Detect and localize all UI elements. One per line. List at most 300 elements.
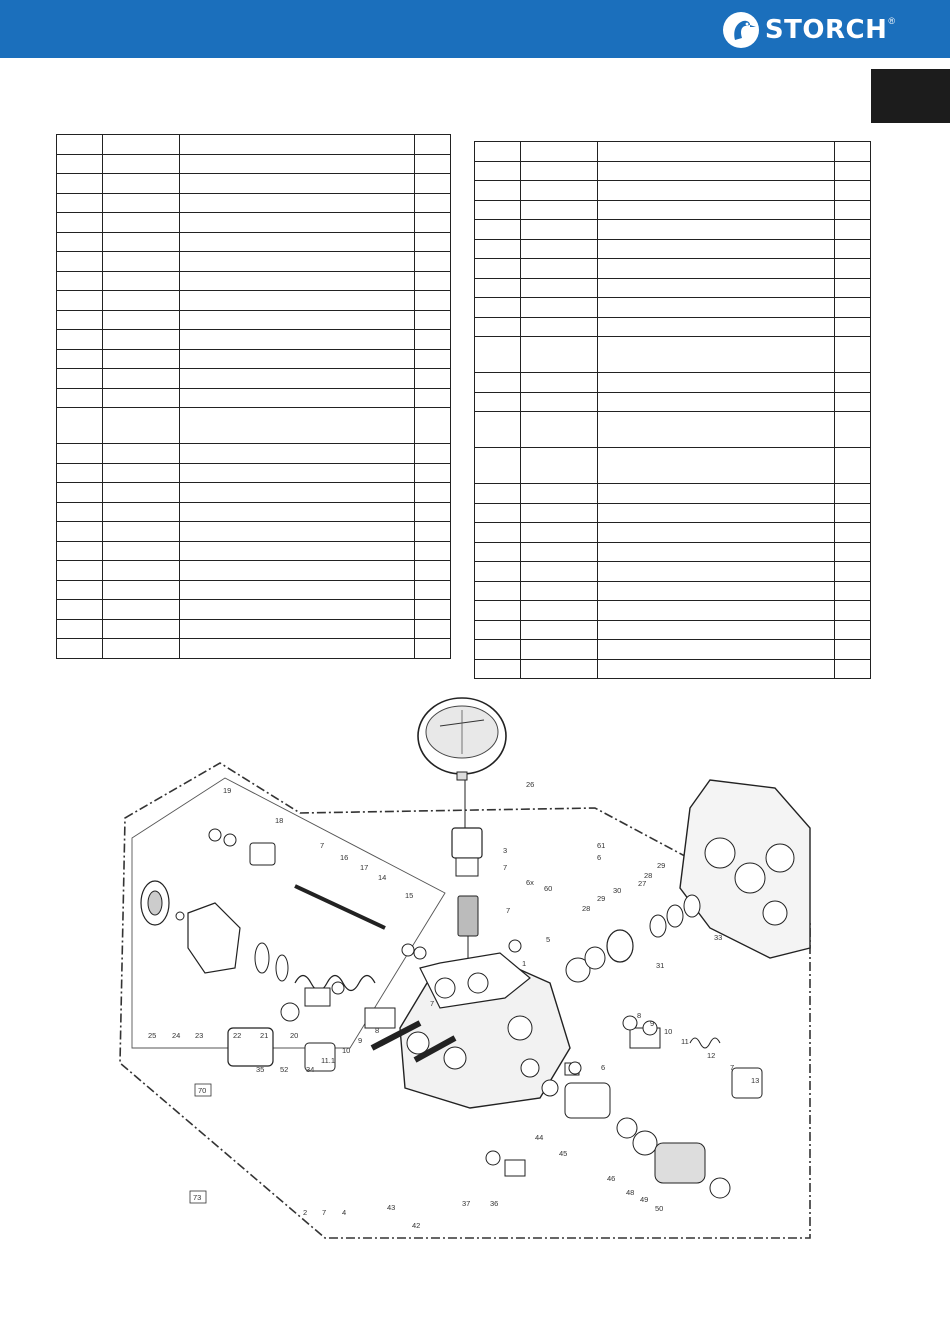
- table-row: [475, 200, 871, 220]
- table-cell: [103, 388, 180, 408]
- table-cell: [835, 581, 871, 601]
- table-cell: [475, 259, 521, 279]
- part-label: 9: [358, 1036, 363, 1045]
- table-cell: [415, 232, 451, 252]
- table-cell: [103, 213, 180, 233]
- table-cell: [57, 154, 103, 174]
- table-cell: [103, 310, 180, 330]
- table-cell: [521, 337, 598, 373]
- table-cell: [415, 135, 451, 155]
- table-cell: [475, 373, 521, 393]
- table-row: [475, 601, 871, 621]
- table-cell: [835, 392, 871, 412]
- table-cell: [415, 154, 451, 174]
- table-cell: [415, 310, 451, 330]
- table-row: [475, 181, 871, 201]
- part-label: 70: [198, 1086, 207, 1095]
- table-cell: [475, 581, 521, 601]
- exploded-pump-diagram: [110, 688, 830, 1248]
- table-cell: [57, 252, 103, 272]
- part-label: 18: [275, 816, 284, 825]
- table-row: [57, 349, 451, 369]
- part-label: 7: [503, 863, 508, 872]
- part-label: 6x: [526, 878, 534, 887]
- table-cell: [415, 252, 451, 272]
- part-label: 20: [290, 1031, 299, 1040]
- table-cell: [180, 388, 415, 408]
- part-label: 33: [714, 933, 723, 942]
- table-row: [57, 154, 451, 174]
- part-label: 13: [751, 1076, 760, 1085]
- part-label: 5: [546, 935, 551, 944]
- part-label: 46: [607, 1174, 616, 1183]
- table-cell: [598, 298, 835, 318]
- part-label: 29: [657, 861, 666, 870]
- table-cell: [475, 523, 521, 543]
- table-cell: [598, 142, 835, 162]
- part-label: 16: [340, 853, 349, 862]
- part-label: 19: [223, 786, 232, 795]
- table-row: [475, 523, 871, 543]
- table-cell: [180, 463, 415, 483]
- table-cell: [415, 330, 451, 350]
- table-cell: [57, 174, 103, 194]
- table-cell: [475, 562, 521, 582]
- table-cell: [57, 541, 103, 561]
- table-cell: [475, 200, 521, 220]
- table-cell: [180, 232, 415, 252]
- table-cell: [598, 317, 835, 337]
- table-cell: [103, 408, 180, 444]
- table-row: [475, 581, 871, 601]
- part-label: 23: [195, 1031, 204, 1040]
- part-label: 15: [405, 891, 414, 900]
- table-cell: [521, 239, 598, 259]
- table-cell: [415, 502, 451, 522]
- table-cell: [57, 213, 103, 233]
- table-row: [57, 463, 451, 483]
- table-cell: [521, 412, 598, 448]
- table-cell: [521, 601, 598, 621]
- table-cell: [835, 220, 871, 240]
- table-cell: [57, 580, 103, 600]
- part-label: 6: [597, 853, 602, 862]
- table-cell: [598, 259, 835, 279]
- header-bar: [0, 0, 950, 58]
- part-label: 22: [233, 1031, 242, 1040]
- table-cell: [57, 271, 103, 291]
- part-label: 12: [707, 1051, 716, 1060]
- table-cell: [415, 174, 451, 194]
- part-label: 11.1: [321, 1056, 336, 1065]
- table-cell: [475, 239, 521, 259]
- part-label: 34: [306, 1065, 315, 1074]
- table-cell: [475, 620, 521, 640]
- part-label: 21: [260, 1031, 269, 1040]
- table-cell: [103, 522, 180, 542]
- part-label: 8: [637, 1011, 642, 1020]
- table-cell: [521, 220, 598, 240]
- part-label: 24: [172, 1031, 181, 1040]
- part-label: 10: [342, 1046, 351, 1055]
- part-label: 73: [193, 1193, 202, 1202]
- table-cell: [598, 620, 835, 640]
- table-cell: [103, 271, 180, 291]
- table-row: [475, 484, 871, 504]
- table-cell: [103, 193, 180, 213]
- table-cell: [835, 239, 871, 259]
- table-row: [57, 232, 451, 252]
- table-row: [57, 483, 451, 503]
- table-cell: [835, 523, 871, 543]
- table-cell: [475, 542, 521, 562]
- part-label: 7: [322, 1208, 327, 1217]
- table-cell: [598, 239, 835, 259]
- part-label: 31: [656, 961, 665, 970]
- table-row: [475, 220, 871, 240]
- table-cell: [835, 337, 871, 373]
- unloader-parts: [141, 829, 426, 991]
- part-label: 1: [522, 959, 527, 968]
- table-row: [57, 561, 451, 581]
- table-row: [475, 562, 871, 582]
- table-row: [475, 542, 871, 562]
- table-cell: [103, 580, 180, 600]
- table-cell: [598, 161, 835, 181]
- table-cell: [103, 561, 180, 581]
- part-label: 30: [613, 886, 622, 895]
- table-cell: [835, 620, 871, 640]
- section-tab: [871, 69, 950, 123]
- pressure-gauge: [418, 698, 506, 828]
- table-row: [57, 330, 451, 350]
- table-cell: [521, 142, 598, 162]
- table-cell: [835, 601, 871, 621]
- table-cell: [598, 601, 835, 621]
- table-row: [475, 259, 871, 279]
- table-cell: [57, 483, 103, 503]
- table-row: [475, 239, 871, 259]
- table-cell: [475, 448, 521, 484]
- table-cell: [103, 369, 180, 389]
- table-row: [475, 278, 871, 298]
- table-cell: [835, 562, 871, 582]
- table-cell: [475, 278, 521, 298]
- table-cell: [103, 291, 180, 311]
- part-label: 8: [375, 1026, 380, 1035]
- table-row: [57, 174, 451, 194]
- table-row: [57, 619, 451, 639]
- table-cell: [521, 640, 598, 660]
- part-label: 7: [506, 906, 511, 915]
- table-row: [475, 640, 871, 660]
- stork-logo-icon: [723, 12, 759, 48]
- part-label: 48: [626, 1188, 635, 1197]
- part-label: 7: [430, 999, 435, 1008]
- table-cell: [415, 271, 451, 291]
- part-label: 45: [559, 1149, 568, 1158]
- table-cell: [180, 330, 415, 350]
- table-cell: [475, 220, 521, 240]
- part-label: 43: [387, 1203, 396, 1212]
- brand-name: STORCH: [764, 15, 888, 45]
- part-label: 36: [490, 1199, 499, 1208]
- table-cell: [57, 561, 103, 581]
- table-cell: [835, 503, 871, 523]
- table-row: [475, 298, 871, 318]
- table-cell: [103, 483, 180, 503]
- table-cell: [57, 135, 103, 155]
- table-cell: [415, 580, 451, 600]
- table-cell: [103, 600, 180, 620]
- part-label: 37: [462, 1199, 471, 1208]
- part-label: 61: [597, 841, 606, 850]
- table-row: [57, 271, 451, 291]
- table-cell: [598, 523, 835, 543]
- table-cell: [180, 349, 415, 369]
- table-row: [475, 620, 871, 640]
- table-cell: [598, 392, 835, 412]
- table-row: [475, 373, 871, 393]
- part-label: 6: [601, 1063, 606, 1072]
- table-cell: [835, 659, 871, 679]
- table-cell: [475, 317, 521, 337]
- table-cell: [521, 523, 598, 543]
- table-cell: [103, 463, 180, 483]
- table-cell: [521, 659, 598, 679]
- table-cell: [180, 580, 415, 600]
- table-cell: [475, 298, 521, 318]
- table-cell: [103, 252, 180, 272]
- table-row: [57, 502, 451, 522]
- table-cell: [521, 181, 598, 201]
- table-cell: [103, 135, 180, 155]
- table-cell: [475, 659, 521, 679]
- table-cell: [103, 541, 180, 561]
- table-row: [57, 310, 451, 330]
- table-cell: [103, 444, 180, 464]
- table-row: [57, 135, 451, 155]
- part-label: 60: [544, 884, 553, 893]
- table-cell: [415, 388, 451, 408]
- table-row: [57, 193, 451, 213]
- table-row: [57, 600, 451, 620]
- table-cell: [521, 317, 598, 337]
- table-cell: [57, 463, 103, 483]
- part-label: 10: [664, 1027, 673, 1036]
- table-cell: [103, 232, 180, 252]
- table-cell: [180, 310, 415, 330]
- table-cell: [835, 317, 871, 337]
- brand-logo: [723, 10, 895, 50]
- part-label: 26: [526, 780, 535, 789]
- part-label: 7: [730, 1063, 735, 1072]
- part-label: 50: [655, 1204, 664, 1213]
- part-label: 3: [503, 846, 508, 855]
- table-cell: [598, 659, 835, 679]
- table-cell: [103, 619, 180, 639]
- table-row: [57, 639, 451, 659]
- table-row: [475, 448, 871, 484]
- table-cell: [475, 503, 521, 523]
- table-cell: [57, 639, 103, 659]
- table-row: [475, 317, 871, 337]
- part-label: 49: [640, 1195, 649, 1204]
- table-cell: [57, 310, 103, 330]
- table-cell: [835, 298, 871, 318]
- table-cell: [57, 522, 103, 542]
- table-cell: [180, 271, 415, 291]
- table-row: [475, 337, 871, 373]
- table-cell: [180, 561, 415, 581]
- table-cell: [835, 259, 871, 279]
- table-cell: [521, 448, 598, 484]
- table-cell: [180, 369, 415, 389]
- table-cell: [415, 600, 451, 620]
- table-cell: [835, 200, 871, 220]
- table-cell: [598, 200, 835, 220]
- part-label: 27: [638, 879, 647, 888]
- table-cell: [415, 369, 451, 389]
- table-cell: [57, 600, 103, 620]
- table-cell: [180, 408, 415, 444]
- table-cell: [180, 252, 415, 272]
- table-cell: [57, 619, 103, 639]
- table-row: [57, 408, 451, 444]
- registered-mark: ®: [888, 16, 895, 26]
- part-label: 11: [681, 1037, 689, 1046]
- table-cell: [57, 388, 103, 408]
- table-cell: [180, 619, 415, 639]
- table-row: [57, 252, 451, 272]
- table-cell: [521, 542, 598, 562]
- table-cell: [521, 484, 598, 504]
- part-label: 35: [256, 1065, 265, 1074]
- table-cell: [415, 213, 451, 233]
- table-cell: [103, 154, 180, 174]
- table-cell: [180, 291, 415, 311]
- table-cell: [57, 193, 103, 213]
- table-row: [57, 388, 451, 408]
- table-cell: [180, 600, 415, 620]
- table-cell: [415, 483, 451, 503]
- table-cell: [103, 502, 180, 522]
- table-cell: [103, 349, 180, 369]
- table-cell: [57, 408, 103, 444]
- table-cell: [521, 278, 598, 298]
- table-cell: [598, 373, 835, 393]
- part-label: 25: [148, 1031, 157, 1040]
- table-cell: [475, 142, 521, 162]
- table-cell: [598, 542, 835, 562]
- table-cell: [57, 232, 103, 252]
- table-cell: [475, 337, 521, 373]
- table-cell: [835, 542, 871, 562]
- table-cell: [598, 220, 835, 240]
- table-row: [57, 444, 451, 464]
- part-label: 29: [597, 894, 606, 903]
- table-cell: [835, 181, 871, 201]
- table-row: [57, 369, 451, 389]
- table-cell: [180, 135, 415, 155]
- table-cell: [180, 213, 415, 233]
- table-cell: [521, 581, 598, 601]
- table-cell: [521, 373, 598, 393]
- table-cell: [415, 619, 451, 639]
- pump-housing: [680, 780, 810, 958]
- table-cell: [835, 448, 871, 484]
- part-label: 9: [650, 1019, 655, 1028]
- table-row: [57, 213, 451, 233]
- table-cell: [521, 503, 598, 523]
- table-cell: [415, 561, 451, 581]
- table-cell: [415, 291, 451, 311]
- table-cell: [835, 640, 871, 660]
- table-cell: [475, 601, 521, 621]
- table-cell: [475, 640, 521, 660]
- table-cell: [835, 161, 871, 181]
- table-cell: [57, 349, 103, 369]
- table-cell: [521, 200, 598, 220]
- table-row: [57, 291, 451, 311]
- table-cell: [598, 484, 835, 504]
- part-label: 14: [378, 873, 387, 882]
- table-cell: [103, 330, 180, 350]
- table-cell: [598, 503, 835, 523]
- table-row: [57, 541, 451, 561]
- table-cell: [180, 483, 415, 503]
- table-cell: [103, 639, 180, 659]
- table-cell: [180, 502, 415, 522]
- table-cell: [180, 639, 415, 659]
- table-cell: [598, 412, 835, 448]
- table-row: [57, 522, 451, 542]
- table-cell: [415, 349, 451, 369]
- table-cell: [521, 161, 598, 181]
- table-cell: [521, 259, 598, 279]
- table-cell: [598, 337, 835, 373]
- table-row: [475, 161, 871, 181]
- part-label: 28: [644, 871, 653, 880]
- table-cell: [598, 278, 835, 298]
- table-cell: [598, 581, 835, 601]
- table-row: [57, 580, 451, 600]
- table-row: [475, 659, 871, 679]
- table-row: [475, 503, 871, 523]
- table-cell: [57, 291, 103, 311]
- table-cell: [415, 408, 451, 444]
- part-label: 52: [280, 1065, 289, 1074]
- table-cell: [180, 154, 415, 174]
- table-cell: [415, 541, 451, 561]
- table-cell: [415, 444, 451, 464]
- table-cell: [475, 484, 521, 504]
- table-cell: [835, 484, 871, 504]
- table-cell: [475, 181, 521, 201]
- part-label: 42: [412, 1221, 421, 1230]
- parts-table-right: [474, 141, 871, 679]
- table-cell: [521, 392, 598, 412]
- table-cell: [180, 193, 415, 213]
- table-cell: [598, 181, 835, 201]
- table-cell: [835, 412, 871, 448]
- part-label: 17: [360, 863, 369, 872]
- table-cell: [103, 174, 180, 194]
- table-cell: [415, 639, 451, 659]
- table-cell: [180, 174, 415, 194]
- table-cell: [415, 193, 451, 213]
- table-cell: [415, 522, 451, 542]
